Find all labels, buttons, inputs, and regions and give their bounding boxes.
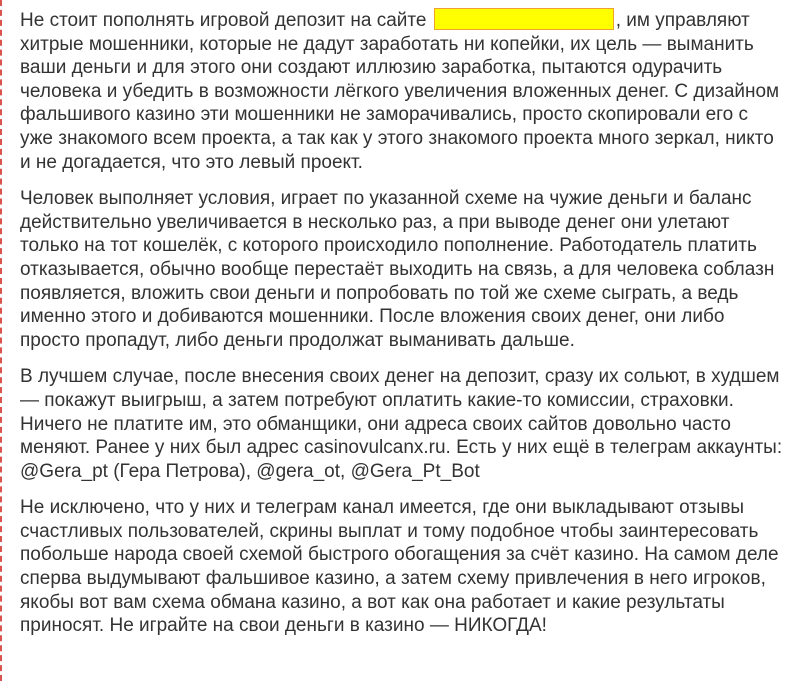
paragraph-1-start: Не стоит пополнять игровой депозит на сайте (20, 10, 432, 31)
paragraph-1-end: , им управляют хитрые мошенники, которые не дадут заработать ни копейки, их цель — выманить ваши деньги и для этого они создают иллюзию заработка, пытаются одурачить человека и убедить в возможности лёгкого увеличения вложенных денег. С дизайном фальшивого казино эти мошенники не заморачивались, просто скопировали его с уже знакомого всем проекта, а так как у этого знакомого проекта много зеркал, никто и не догадается, что это левый проект. (20, 10, 780, 173)
redacted-site-name (434, 8, 614, 30)
article-body (20, 8, 785, 651)
paragraph-2: Человек выполняет условия, играет по указанной схеме на чужие деньги и баланс действительно увеличивается в несколько раз, а при выводе денег они улетают только на тот кошелёк, с которого происходило пополнение. Работодатель платить отказывается, обычно вообще перестаёт выходить на связь, а для человека соблазн появляется, вложить свои деньги и попробовать по той же схеме сыграть, а ведь именно этого и добиваются мошенники. После вложения своих денег, они либо просто пропадут, либо деньги продолжат выманивать дальше. (20, 188, 775, 351)
paragraph-1 (20, 8, 785, 174)
paragraph-3: В лучшем случае, после внесения своих денег на депозит, сразу их сольют, в худшем — покажут выигрыш, а затем потребуют оплатить какие-то комиссии, страховки. Ничего не платите им, это обманщики, они адреса своих сайтов довольно часто меняют. Ранее у них был адрес casinovulcanx.ru. Есть у них ещё в телеграм аккаунты: @Gera_pt (Гера Петрова), @gera_ot, @Gera_Pt_Bot (20, 366, 783, 482)
paragraph-4: Не исключено, что у них и телеграм канал имеется, где они выкладывают отзывы счастливых пользователей, скрины выплат и тому подобное чтобы заинтересовать побольше народа своей схемой быстрого обогащения за счёт казино. На самом деле сперва выдумывают фальшивое казино, а затем схему привлечения в него игроков, якобы вот вам схема обмана казино, а вот как она работает и какие результаты приносят. Не играйте на свои деньги в казино — НИКОГДА! (20, 497, 779, 637)
